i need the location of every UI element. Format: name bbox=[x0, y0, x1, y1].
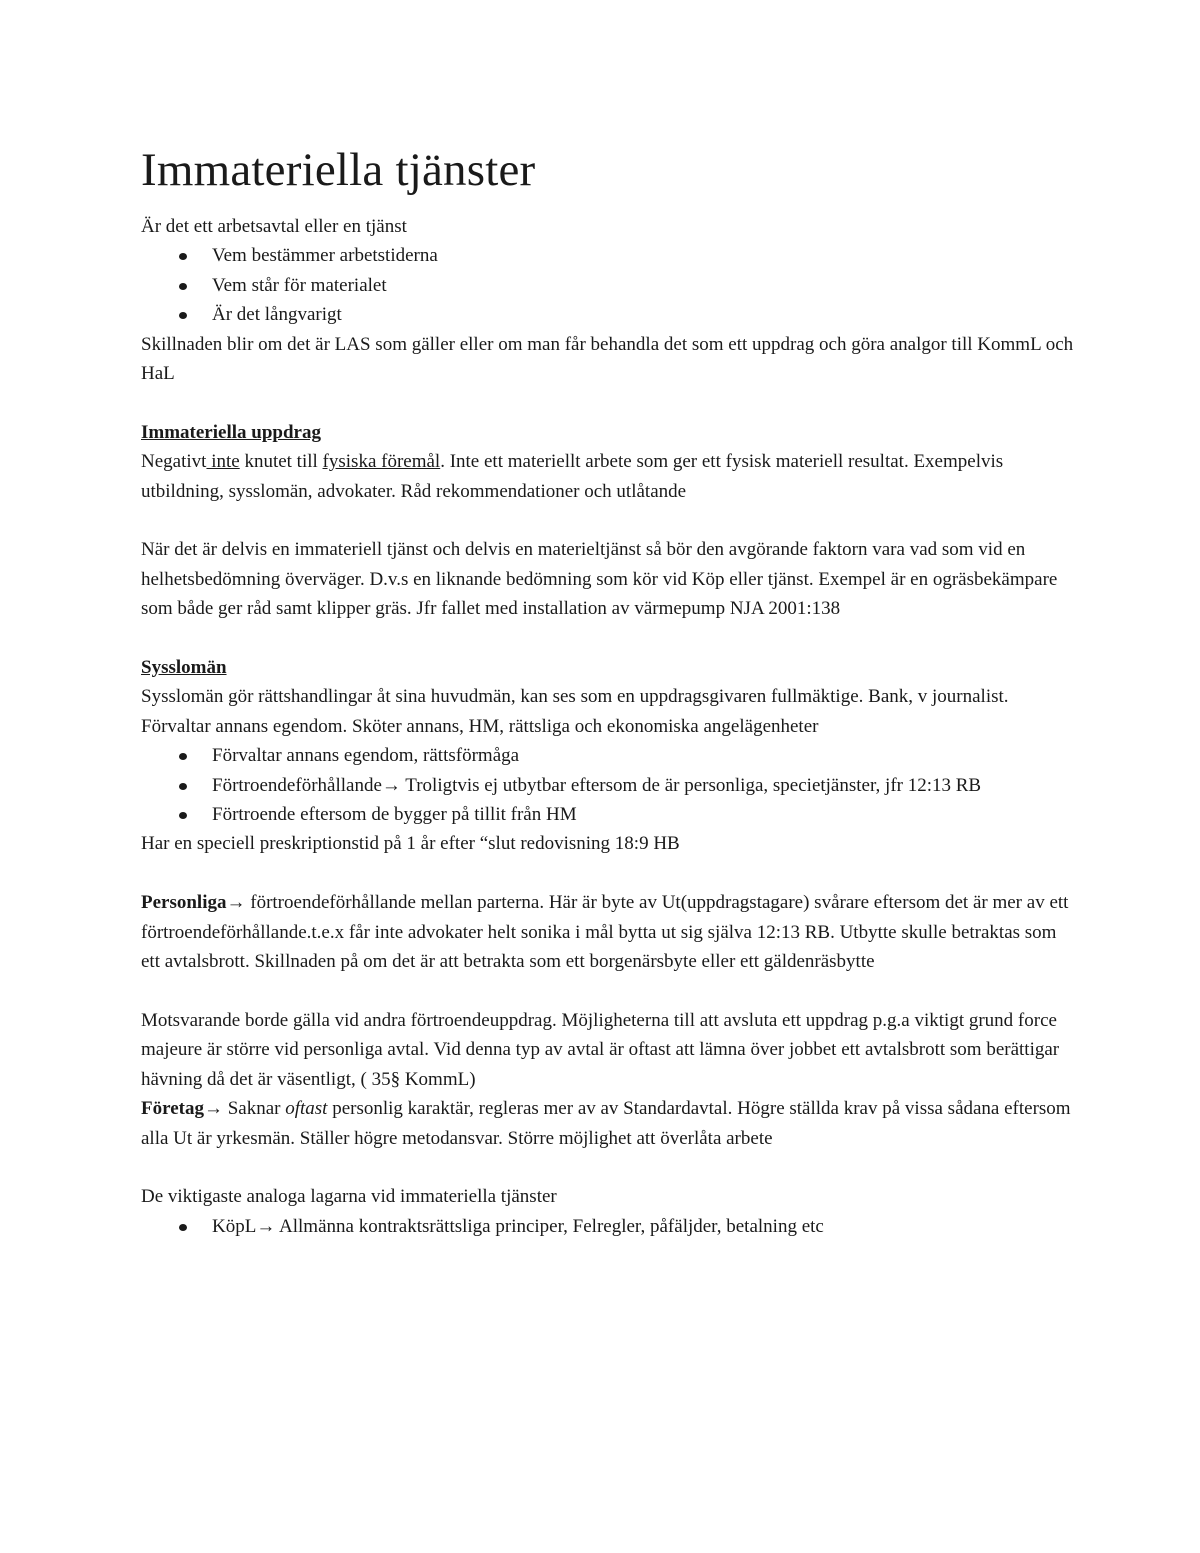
immateriella-uppdrag-paragraph-1: Negativt inte knutet till fysiska föremål. Inte ett materiellt arbete som ger ett fysisk materiell resultat. Exempelvis utbildning, sysslomän, advokater. Råd rekommendationer och utlåtande bbox=[141, 451, 1004, 502]
document-page bbox=[141, 140, 1076, 1241]
sysslomän-bullet-list bbox=[141, 741, 1076, 829]
list-item: Vem står för materialet bbox=[141, 271, 1076, 300]
document-title: Immateriella tjänster bbox=[141, 144, 536, 196]
intro-question: Är det ett arbetsavtal eller en tjänst bbox=[141, 216, 407, 237]
bullet-icon bbox=[179, 812, 187, 819]
intro-conclusion: Skillnaden blir om det är LAS som gäller eller om man får behandla det som ett uppdrag och göra analgor till KommL och HaL bbox=[141, 333, 1074, 385]
personliga-paragraph-2: Motsvarande borde gälla vid andra förtroendeuppdrag. Möjligheterna till att avsluta ett uppdrag p.g.a viktigt grund force majeure är större vid personliga avtal. Vid denna typ av avtal är oftast att lämna över jobbet ett avtalsbrott som berättigar hävning då det är väsentligt, ( 35§ KommL) bbox=[141, 1009, 1060, 1090]
list-item: Förtroende eftersom de bygger på tillit från HM bbox=[141, 800, 1076, 829]
list-item: KöpL→ Allmänna kontraktsrättsliga principer, Felregler, påfäljder, betalning etc bbox=[141, 1212, 1076, 1241]
intro-bullet-list bbox=[141, 241, 1076, 329]
immateriella-uppdrag-paragraph-2: När det är delvis en immateriell tjänst och delvis en materieltjänst så bör den avgörande faktorn vara vad som vid en helhetsbedömning överväger. D.v.s en liknande bedömning som kör vid Köp eller tjänst. Exempel är en ogräsbekämpare som både ger råd samt klipper gräs. Jfr fallet med installation av värmepump NJA 2001:138 bbox=[141, 539, 1058, 620]
sysslomän-paragraph-1: Sysslomän gör rättshandlingar åt sina huvudmän, kan ses som en uppdragsgivaren fullmäktige. Bank, v journalist. Förvaltar annans egendom. Sköter annans, HM, rättsliga och ekonomiska angelägenheter bbox=[141, 686, 1009, 737]
bullet-icon bbox=[179, 283, 187, 290]
bullet-icon bbox=[179, 253, 187, 260]
bullet-icon bbox=[179, 783, 187, 790]
analoga-intro: De viktigaste analoga lagarna vid immateriella tjänster bbox=[141, 1186, 557, 1208]
foretag-label: Företag→ bbox=[141, 1098, 223, 1120]
list-item: Är det långvarigt bbox=[141, 300, 1076, 329]
bullet-icon bbox=[179, 312, 187, 319]
list-item: Förvaltar annans egendom, rättsförmåga bbox=[141, 741, 1076, 770]
list-item: Förtroendeförhållande→ Troligtvis ej utbytbar eftersom de är personliga, specietjänster, jfr 12:13 RB bbox=[141, 771, 1076, 800]
sysslomän-paragraph-2: Har en speciell preskriptionstid på 1 år efter “slut redovisning 18:9 HB bbox=[141, 833, 680, 855]
section-heading-immateriella-uppdrag: Immateriella uppdrag bbox=[141, 421, 321, 443]
analoga-bullet-list bbox=[141, 1212, 1076, 1241]
list-item: Vem bestämmer arbetstiderna bbox=[141, 241, 1076, 270]
foretag-paragraph: Företag→ Saknar oftast personlig karaktär, regleras mer av av Standardavtal. Högre ställda krav på vissa sådana eftersom alla Ut är yrkesmän. Ställer högre metodansvar. Större möjlighet att överlåta arbete bbox=[141, 1098, 1071, 1149]
personliga-paragraph: Personliga→ förtroendeförhållande mellan parterna. Här är byte av Ut(uppdragstagare) svårare eftersom det är mer av ett förtroendeförhållande.t.e.x får inte advokater helt sonika i mål bytta ut sig själva 12:13 RB. Utbytte skulle betraktas som ett avtalsbrott. Skillnaden på om det är att betrakta som ett borgenärsbyte eller ett gäldenräsbytte bbox=[141, 892, 1069, 973]
bullet-icon bbox=[179, 753, 187, 760]
section-heading-sysslomän: Sysslomän bbox=[141, 657, 227, 679]
personliga-label: Personliga→ bbox=[141, 892, 246, 914]
bullet-icon bbox=[179, 1224, 187, 1231]
